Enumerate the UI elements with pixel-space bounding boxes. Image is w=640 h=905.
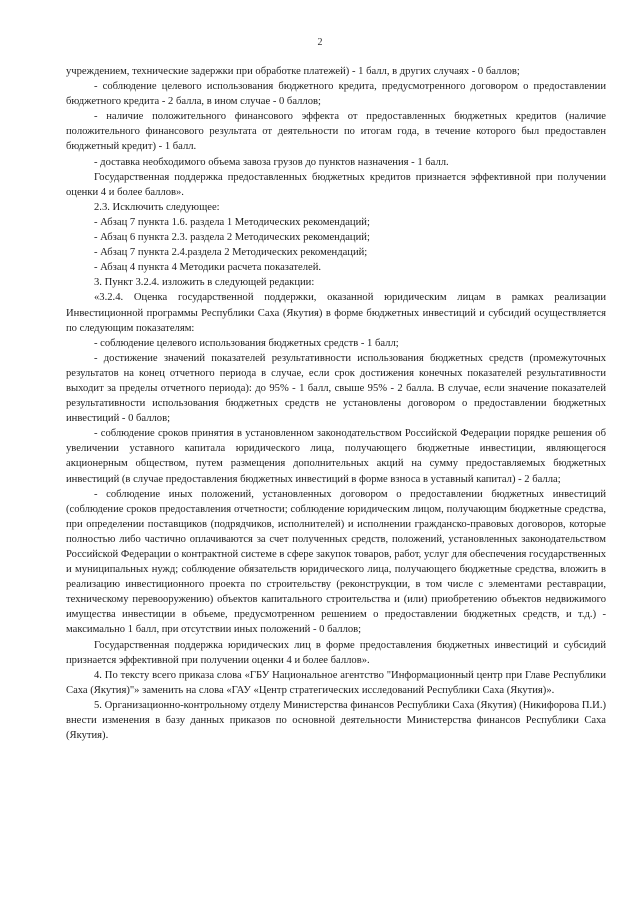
paragraph-criterion-financial-effect: - наличие положительного финансового эффекта от предоставленных бюджетных кредитов (наличие положительного финансового результата от деятельности по итогам года, в течение которого был предоставлен бюджетный кредит) - 1 балл. [66, 111, 606, 153]
document-body [66, 64, 606, 743]
paragraph-exclude-item: - Абзац 7 пункта 2.4.раздела 2 Методических рекомендаций; [94, 247, 368, 259]
paragraph-section-5: 5. Организационно-контрольному отделу Министерства финансов Республики Саха (Якутия) (Никифорова П.И.) внести изменения в базу данных приказов по основной деятельности Министерства финансов Республики Саха (Якутия). [66, 699, 606, 742]
paragraph-criterion-other-provisions: - соблюдение иных положений, установленных договором о предоставлении бюджетных инвестиций (соблюдение сроков предоставления отчетности; соблюдение юридическим лицом, получающим бюджетные средства, при определении поставщиков (подрядчиков, исполнителей) и исполнении гражданско-правовых договоров, которые полностью либо частично оплачиваются за счет полученных средств, положений, установленных законодательством Российской Федерации о контрактной системе в сфере закупок товаров, работ, услуг для обеспечения государственных и муниципальных нужд; соблюдение обязательств юридического лица, получающего бюджетные средства, вложить в реализацию инвестиционного проекта по строительству (реконструкции, в том числе с элементами реставрации, техническому перевооружению) объектов капитального строительства и (или) приобретению объектов недвижимого имущества инвестиции в объеме, предусмотренном решением о предоставлении бюджетных средств, и т.д.) - максимально 1 балл, при отсутствии иных положений - 0 баллов; [66, 488, 606, 636]
paragraph-criterion-cargo-delivery: - доставка необходимого объема завоза грузов до пунктов назначения - 1 балл. [94, 156, 449, 168]
paragraph-criterion-target-use-funds: - соблюдение целевого использования бюджетных средств - 1 балл; [94, 337, 399, 349]
paragraph-exclude-item: - Абзац 6 пункта 2.3. раздела 2 Методических рекомендаций; [94, 232, 370, 244]
page-number: 2 [317, 37, 323, 48]
paragraph-section-2-3: 2.3. Исключить следующее: [94, 201, 220, 213]
paragraph-section-4: 4. По тексту всего приказа слова «ГБУ Национальное агентство "Информационный центр при Главе Республики Саха (Якутия)"» заменить на слова «ГАУ «Центр стратегических исследований Республики Саха (Якутия)». [66, 669, 606, 696]
paragraph-criterion-capital-increase: - соблюдение сроков принятия в установленном законодательством Российской Федерации порядке решения об увеличении уставного капитала юридического лица, получающего бюджетные инвестиции, являющегося акционерным обществом, путем размещения дополнительных акций на сумму предоставляемых бюджетных инвестиций (в случае предоставления бюджетных инвестиций в форме взноса в уставный капитал) - 2 балла; [66, 428, 606, 485]
paragraph-exclude-item: - Абзац 7 пункта 1.6. раздела 1 Методических рекомендаций; [94, 216, 370, 228]
paragraph-support-effectiveness: Государственная поддержка юридических лиц в форме предоставления бюджетных инвестиций и субсидий признается эффективной при получении оценки 4 и более баллов». [66, 639, 606, 666]
paragraph-section-3: 3. Пункт 3.2.4. изложить в следующей редакции: [94, 277, 315, 289]
paragraph-continuation: учреждением, технические задержки при обработке платежей) - 1 балл, в других случаях - 0 баллов; [66, 66, 520, 77]
paragraph-3-2-4-intro: «3.2.4. Оценка государственной поддержки, оказанной юридическим лицам в рамках реализации Инвестиционной программы Республики Саха (Якутия) в форме бюджетных инвестиций и субсидий осуществляется по следующим показателям: [66, 292, 606, 334]
paragraph-criterion-target-use-credit: - соблюдение целевого использования бюджетного кредита, предусмотренного договором о предоставлении бюджетного кредита - 2 балла, в ином случае - 0 баллов; [66, 81, 606, 108]
paragraph-criterion-performance: - достижение значений показателей результативности использования бюджетных средств (промежуточных результатов на конец отчетного периода в случае, если срок достижения конечных показателей результативности выходит за пределы отчетного периода): до 95% - 1 балл, свыше 95% - 2 балла. В случае, если значение показателей результативности использования бюджетных средств не установлены договором о предоставлении бюджетных инвестиций - 0 баллов; [66, 352, 606, 425]
paragraph-credit-effectiveness: Государственная поддержка предоставленных бюджетных кредитов признается эффективной при получении оценки 4 и более баллов». [66, 171, 606, 198]
paragraph-exclude-item: - Абзац 4 пункта 4 Методики расчета показателей. [94, 262, 322, 274]
